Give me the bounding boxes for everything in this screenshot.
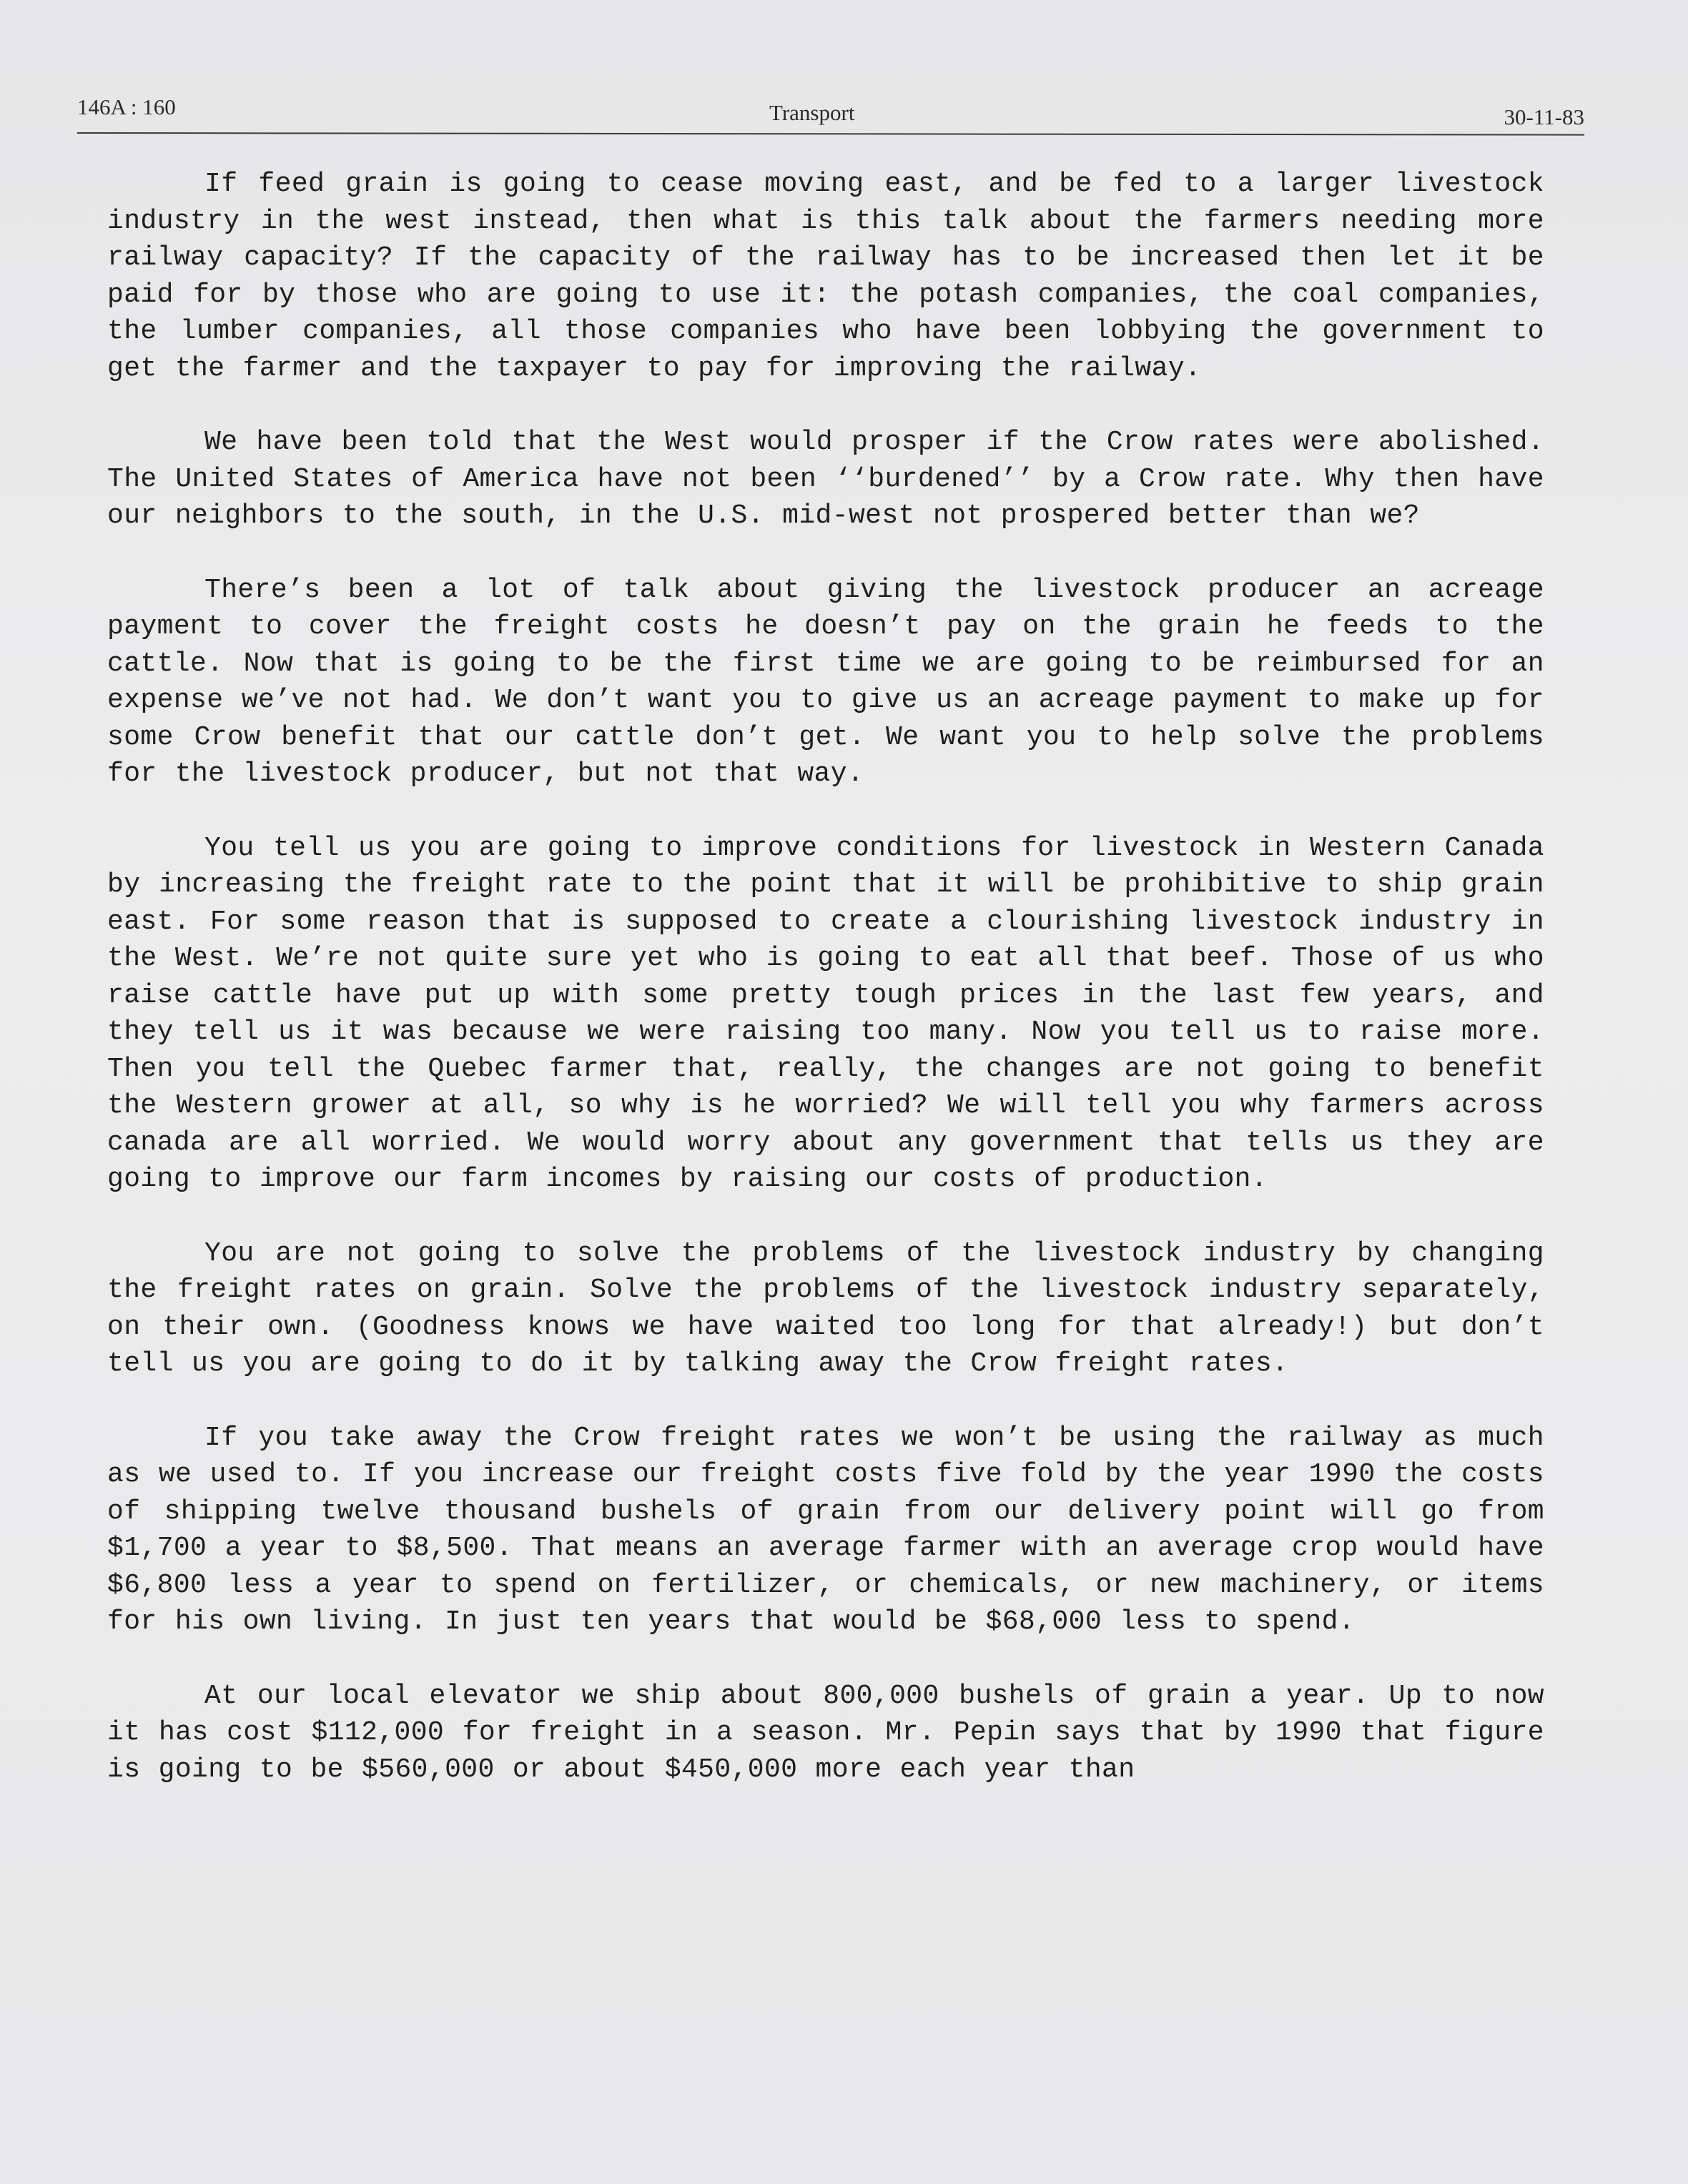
paragraph: There’s been a lot of talk about giving the livestock producer an acreage payment to cover the freight costs he doesn’t pay on the grain he feeds to the cattle. Now that is going to be the first time we are going to be reimbursed for an expense we’ve not had. We don’t want you to give us an acreage payment to make up for some Crow benefit that our cattle don’t get. We want you to help solve the problems for the livestock producer, but not that way. — [107, 574, 1544, 789]
paragraph: You tell us you are going to improve conditions for livestock in Western Canada by increasing the freight rate to the point that it will be prohibitive to ship grain east. For some reason that is supposed to create a clourishing livestock industry in the West. We’re not quite sure yet who is going to eat all that beef. Those of us who raise cattle have put up with some pretty tough prices in the last few years, and they tell us it was because we were raising too many. Now you tell us to raise more. Then you tell the Quebec farmer that, really, the changes are not going to benefit the Western grower at all, so why is he worried? We will tell you why farmers across canada are all worried. We would worry about any government that tells us they are going to improve our farm incomes by raising our costs of production. — [107, 832, 1544, 1195]
page-number: 146A : 160 — [77, 94, 176, 119]
paragraph: At our local elevator we ship about 800,000 bushels of grain a year. Up to now it has cost $112,000 for freight in a season. Mr. Pepin says that by 1990 that figure is going to be $560,000 or about $450,000 more each year than — [107, 1680, 1544, 1785]
page-header — [77, 92, 1584, 132]
page-date: 30-11-83 — [1504, 104, 1584, 129]
header-rule — [77, 132, 1584, 136]
body-text — [107, 166, 1544, 1825]
paragraph: You are not going to solve the problems of the livestock industry by changing the freight rates on grain. Solve the problems of the livestock industry separately, on their own. (Goodness knows we have waited too long for that already!) but don’t tell us you are going to do it by talking away the Crow freight rates. — [107, 1237, 1544, 1379]
paragraph: If feed grain is going to cease moving east, and be fed to a larger livestock industry in the west instead, then what is this talk about the farmers needing more railway capacity? If the capacity of the railway has to be increased then let it be paid for by those who are going to use it: the potash companies, the coal companies, the lumber companies, all those companies who have been lobbying the government to get the farmer and the taxpayer to pay for improving the railway. — [107, 169, 1544, 384]
paragraph: If you take away the Crow freight rates we won’t be using the railway as much as we used to. If you increase our freight costs five fold by the year 1990 the costs of shipping twelve thousand bushels of grain from our delivery point will go from $1,700 a year to $8,500. That means an average farmer with an average crop would have $6,800 less a year to spend on fertilizer, or chemicals, or new machinery, or items for his own living. In just ten years that would be $68,000 less to spend. — [107, 1422, 1544, 1637]
paragraph: We have been told that the West would prosper if the Crow rates were abolished. The United States of America have not been ‘‘burdened’’ by a Crow rate. Why then have our neighbors to the south, in the U.S. mid-west not prospered better than we? — [107, 427, 1544, 531]
section-title: Transport — [769, 100, 855, 125]
